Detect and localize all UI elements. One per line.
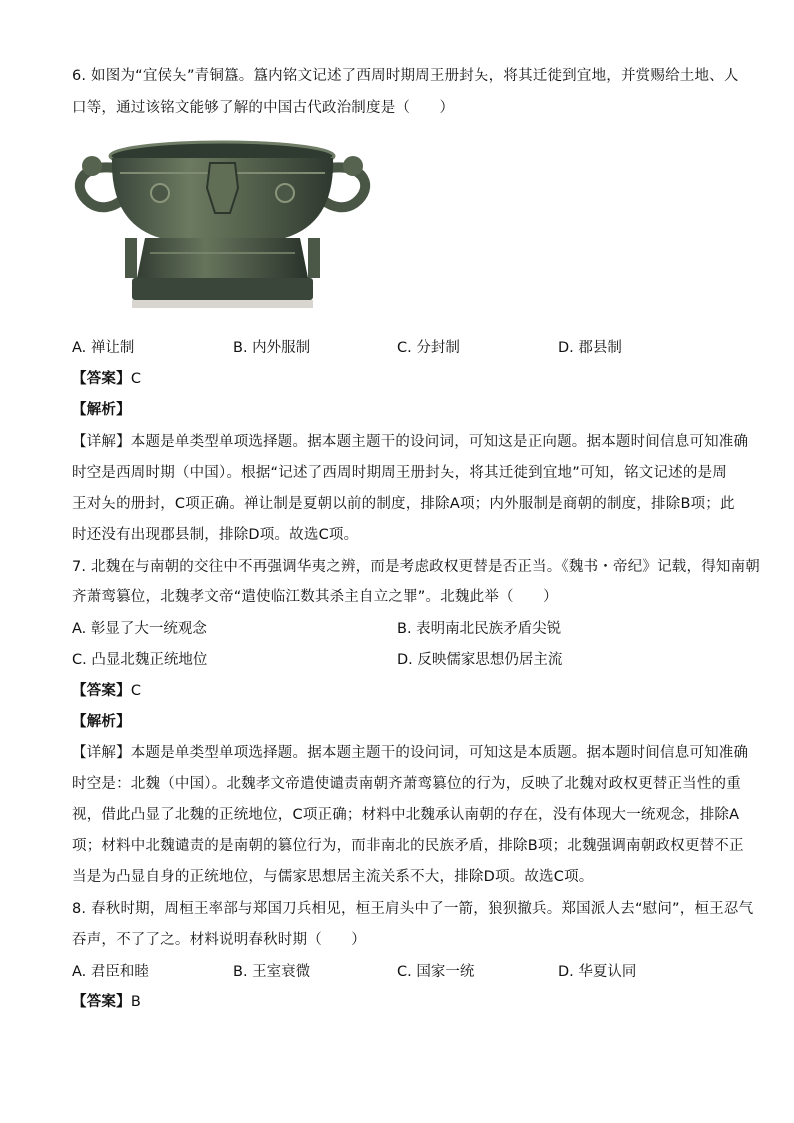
- q7-option-d: D. 反映儒家思想仍居主流: [397, 652, 563, 668]
- q8-answer: [72, 992, 141, 1012]
- q7-answer-value: C: [130, 683, 142, 699]
- q7-stem-line-1: 7. 北魏在与南朝的交往中不再强调华夷之辨，而是考虑政权更替是否正当。《魏书・帝纪》记载，得知南朝: [72, 559, 760, 575]
- q6-stem-line-1: 6. 如图为“宜侯夨”青铜簋。簋内铭文记述了西周时期周王册封夨，将其迁徙到宜地，并赏赐给土地、人: [72, 68, 739, 84]
- q6-analysis-label: 【解析】: [72, 402, 131, 418]
- q6-option-b: B. 内外服制: [233, 340, 311, 356]
- q7-detail-line-4: 项；材料中北魏谴责的是南朝的篡位行为，而非南北的民族矛盾，排除B项；北魏强调南朝政权更替不正: [72, 838, 744, 854]
- q6-detail-line-4: 时还没有出现郡县制，排除D项。故选C项。: [72, 527, 359, 543]
- q8-answer-value: B: [130, 994, 141, 1010]
- bronze-gui-vessel-image: [70, 128, 375, 314]
- q7-option-c: C. 凸显北魏正统地位: [72, 652, 208, 668]
- q6-answer-label: 【答案】: [72, 371, 131, 387]
- q7-option-b: B. 表明南北民族矛盾尖锐: [397, 621, 562, 637]
- q8-stem-line-2: 吞声，不了了之。材料说明春秋时期（ ）: [72, 932, 366, 948]
- q7-detail-line-2: 时空是：北魏（中国）。北魏孝文帝遣使谴责南朝齐萧鸾篡位的行为，反映了北魏对政权更替正当性的重: [72, 776, 741, 792]
- q6-detail-line-1: 【详解】本题是单类型单项选择题。据本题主题干的设问词，可知这是正向题。据本题时间信息可知准确: [72, 434, 749, 450]
- q6-answer-value: C: [130, 371, 142, 387]
- q7-analysis-label: 【解析】: [72, 714, 131, 730]
- q8-answer-label: 【答案】: [72, 994, 131, 1010]
- q8-option-a: A. 君臣和睦: [72, 964, 149, 980]
- q8-stem-line-1: 8. 春秋时期，周桓王率部与郑国刀兵相见，桓王肩头中了一箭，狼狈撤兵。郑国派人去“慰问”，桓王忍气: [72, 901, 754, 917]
- q6-detail-line-3: 王对夨的册封，C项正确。禅让制是夏朝以前的制度，排除A项；内外服制是商朝的制度，排除B项；此: [72, 496, 735, 512]
- q7-stem-line-2: 齐萧鸾篡位，北魏孝文帝“遣使临江数其杀主自立之罪”。北魏此举（ ）: [72, 589, 558, 605]
- q7-detail-line-1: 【详解】本题是单类型单项选择题。据本题主题干的设问词，可知这是本质题。据本题时间信息可知准确: [72, 745, 749, 761]
- q6-detail-line-2: 时空是西周时期（中国）。根据“记述了西周时期周王册封夨，将其迁徙到宜地”可知，铭文记述的是周: [72, 465, 727, 481]
- q8-option-c: C. 国家一统: [397, 964, 475, 980]
- q8-option-b: B. 王室衰微: [233, 964, 311, 980]
- q7-answer-label: 【答案】: [72, 683, 131, 699]
- q8-option-d: D. 华夏认同: [558, 964, 637, 980]
- q6-option-a: A. 禅让制: [72, 340, 135, 356]
- q6-stem-line-2: 口等，通过该铭文能够了解的中国古代政治制度是（ ）: [72, 100, 455, 116]
- q7-option-a: A. 彰显了大一统观念: [72, 621, 207, 637]
- q6-answer: [72, 369, 141, 389]
- q7-detail-line-5: 当是为凸显自身的正统地位，与儒家思想居主流关系不大，排除D项。故选C项。: [72, 869, 594, 885]
- q7-detail-line-3: 视，借此凸显了北魏的正统地位，C项正确；材料中北魏承认南朝的存在，没有体现大一统观念，排除A: [72, 807, 740, 823]
- q6-option-d: D. 郡县制: [558, 340, 622, 356]
- q6-option-c: C. 分封制: [397, 340, 460, 356]
- q7-answer: [72, 681, 141, 701]
